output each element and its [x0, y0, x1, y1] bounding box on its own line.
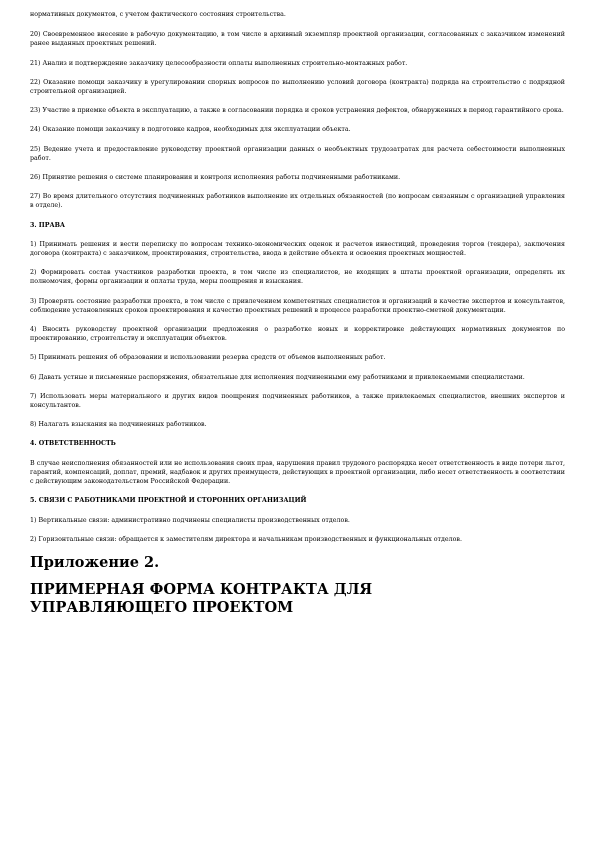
duty-item-27: 27) Во время длительного отсутствия подчиненных работников выполнение их отдельных обязанностей (по вопросам связанным с организацией управления в отделе).: [30, 193, 565, 210]
duty-item-25: 25) Ведение учета и предоставление руководству проектной организации данных о необъектных трудозатратах для расчета себестоимости выполненных работ.: [30, 145, 565, 162]
responsibility-text: В случае неисполнения обязанностей или не использования своих прав, нарушения правил трудового распорядка несет ответственность в виде потери льгот, гарантий, компенсаций, доплат, премий, надбавок и других преимуществ, действующих в проектной организации, либо несет ответственность в соответствии с действующим законодательством Российской Федерации.: [30, 459, 565, 486]
rights-item-4: 4) Вносить руководству проектной организации предложения о разработке новых и корректировке действующих нормативных документов по проектированию, строительству и эксплуатации объектов.: [30, 326, 565, 343]
rights-item-1: 1) Принимать решения и вести переписку по вопросам технико-экономических оценок и расчетов инвестиций, проведения торгов (тендера), заключения договора (контракта) с заказчиком, проектирования, строительства, ввода в действие объекта и освоения проектных мощностей.: [30, 240, 565, 258]
rights-item-8: 8) Налагать взыскания на подчиненных работников.: [30, 421, 207, 429]
section-heading-rights: 3. ПРАВА: [30, 221, 66, 229]
duty-item-22: 22) Оказание помощи заказчику в урегулировании спорных вопросов по выполнению условий договора (контракта) подряда на строительство с подрядной строительной организацией.: [30, 78, 565, 96]
rights-item-3: 3) Проверять состояние разработки проекта, в том числе с привлечением компетентных специалистов и организаций в качестве экспертов и консультантов, соблюдение установленных сроков проектирования и качество проектных решений в процессе разработки проектно-сметной документации.: [30, 297, 565, 314]
section-heading-relations: 5. СВЯЗИ С РАБОТНИКАМИ ПРОЕКТНОЙ И СТОРОННИХ ОРГАНИЗАЦИЙ: [30, 497, 307, 505]
duty-item-23: 23) Участие в приемке объекта в эксплуатацию, а также в согласовании порядка и сроков устранения дефектов, обнаруженных в период гарантийного срока.: [30, 107, 564, 115]
appendix-title: Приложение 2.: [30, 553, 160, 571]
rights-item-5: 5) Принимать решения об образовании и использовании резерва средств от объемов выполненных работ.: [30, 354, 386, 362]
document-page: [30, 10, 565, 617]
duty-item-26: 26) Принятие решения о системе планирования и контроля исполнения работы подчиненными работниками.: [30, 174, 401, 182]
section-heading-responsibility: 4. ОТВЕТСТВЕННОСТЬ: [30, 440, 116, 448]
duty-item-21: 21) Анализ и подтверждение заказчику целесообразности оплаты выполненных строительно-монтажных работ.: [30, 59, 408, 67]
relations-item-1: 1) Вертикальные связи: административно подчинены специалисты производственных отделов.: [30, 516, 350, 524]
duty-item-20: 20) Своевременное внесение в рабочую документацию, в том числе в архивный экземпляр проектной организации, согласованных с заказчиком изменений ранее выданных проектных решений.: [30, 31, 565, 48]
paragraph-continuation: нормативных документов, с учетом фактического состояния строительства.: [30, 11, 286, 18]
rights-item-6: 6) Давать устные и письменные распоряжения, обязательные для исполнения подчиненными ему работниками и привлекаемыми специалистами.: [30, 373, 525, 381]
duty-item-24: 24) Оказание помощи заказчику в подготовке кадров, необходимых для эксплуатации объекта.: [30, 126, 351, 134]
relations-item-2: 2) Горизонтальные связи: обращается к заместителям директора и начальникам производственных и функциональных отделов.: [30, 535, 462, 543]
rights-item-2: 2) Формировать состав участников разработки проекта, в том числе из специалистов, не входящих в штаты проектной организации, определять их полномочия, формы организации и оплаты труда, меры поощрения и взыскания.: [30, 269, 565, 286]
contract-form-title: ПРИМЕРНАЯ ФОРМА КОНТРАКТА ДЛЯ УПРАВЛЯЮЩЕГО ПРОЕКТОМ: [30, 580, 373, 616]
rights-item-7: 7) Использовать меры материального и других видов поощрения подчиненных работников, а также привлекаемых специалистов, внешних экспертов и консультантов.: [30, 392, 565, 410]
